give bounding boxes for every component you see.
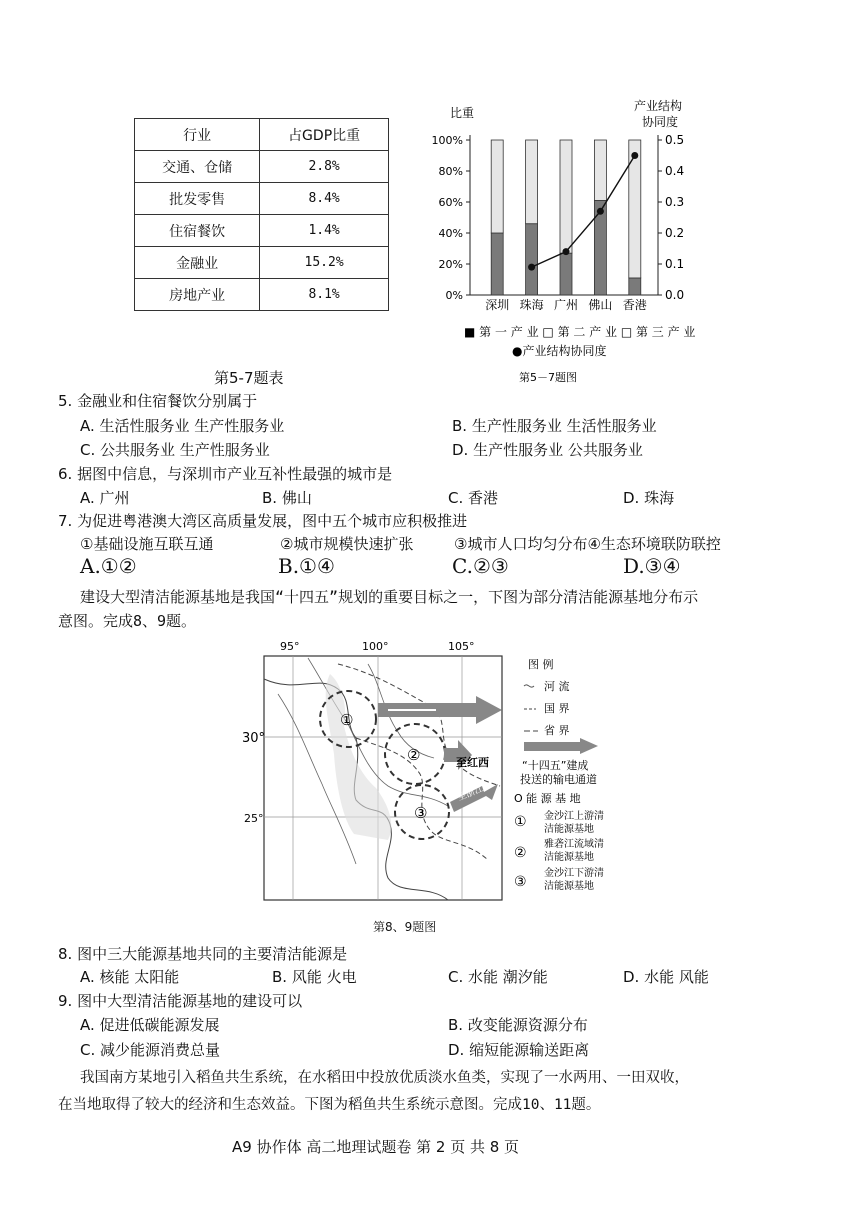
y-right-label-1: 产业结构 [634, 99, 683, 113]
category-label: 广州 [553, 298, 579, 312]
map-borders [264, 664, 500, 900]
map-legend [514, 657, 604, 892]
q7-item-2: ②城市规模快速扩张 [280, 535, 414, 553]
y-left-tick-label: 20% [438, 258, 463, 271]
q5-option-c: C. 公共服务业 生产性服务业 [80, 441, 270, 459]
lon-label-100: 100° [362, 640, 389, 653]
q6-option-c: C. 香港 [448, 489, 499, 507]
bar-secondary-industry [491, 233, 503, 295]
industry-structure-chart [430, 95, 730, 385]
y-left-tick-label: 60% [438, 196, 463, 209]
y-right-tick-label: 0.2 [665, 226, 685, 240]
bar-tertiary-industry [526, 140, 538, 224]
q5-option-b: B. 生产性服务业 生活性服务业 [452, 417, 657, 435]
base-label-1: ① [340, 711, 354, 729]
q6-option-d: D. 珠海 [623, 489, 675, 507]
table-caption: 第5-7题表 [214, 369, 284, 387]
intro-10-11-line-1: 我国南方某地引入稻鱼共生系统，在水稻田中投放优质淡水鱼类，实现了一水两用、一田双收， [80, 1070, 689, 1086]
bar-secondary-industry [629, 278, 641, 295]
legend-border: 国 界 [544, 702, 570, 715]
q9-option-b: B. 改变能源资源分布 [448, 1016, 588, 1034]
table-row [135, 215, 389, 247]
bar-tertiary-industry [594, 140, 606, 200]
industry-cell: 房地产业 [135, 279, 260, 311]
coordination-point [631, 152, 638, 159]
arrow-label-hongxi: 至红西 [456, 756, 489, 769]
coordination-line [532, 156, 635, 268]
gdp-share-table [134, 118, 389, 311]
base-label-3: ③ [414, 804, 428, 822]
q7-option-d: D.③④ [623, 554, 681, 578]
intro-8-9-line-1: 建设大型清洁能源基地是我国“十四五”规划的重要目标之一，下图为部分清洁能源基地分布示 [80, 588, 699, 606]
category-label: 佛山 [588, 298, 613, 312]
q9-option-a: A. 促进低碳能源发展 [80, 1016, 220, 1034]
legend-b1-num: ① [514, 814, 527, 830]
legend-b2-num: ② [514, 845, 527, 861]
y-right-tick-label: 0.0 [665, 288, 685, 302]
category-label: 珠海 [519, 298, 544, 312]
lat-label-30: 30° [242, 731, 266, 746]
category-label: 深圳 [485, 298, 510, 312]
page-footer: A9 协作体 高二地理试题卷 第 2 页 共 8 页 [232, 1138, 520, 1156]
chart-caption: 第5－7题图 [519, 371, 577, 384]
map-caption: 第8、9题图 [373, 920, 437, 934]
y-left-tick-label: 80% [438, 165, 463, 178]
intro-10-11-line-2: 在当地取得了较大的经济和生态效益。下图为稻鱼共生系统示意图。完成10、11题。 [58, 1097, 601, 1113]
table-row [135, 279, 389, 311]
share-cell: 2.8% [260, 151, 389, 183]
table-row [135, 151, 389, 183]
legend-river: 河 流 [544, 680, 570, 693]
industry-cell: 交通、仓储 [135, 151, 260, 183]
bar-tertiary-industry [491, 140, 503, 233]
share-cell: 1.4% [260, 215, 389, 247]
q8-option-b: B. 风能 火电 [272, 968, 357, 986]
q7-stem: 7. 为促进粤港澳大湾区高质量发展，图中五个城市应积极推进 [58, 512, 468, 530]
q7-item-1: ①基础设施互联互通 [80, 535, 214, 553]
y-left-tick-label: 40% [438, 227, 463, 240]
y-right-tick-label: 0.4 [665, 164, 685, 178]
legend-channel-1: “十四五”建成 [522, 759, 589, 772]
coordination-point [563, 248, 570, 255]
y-right-tick-label: 0.1 [665, 257, 685, 271]
q5-stem: 5. 金融业和住宿餐饮分别属于 [58, 392, 258, 410]
legend-channel-2: 投送的输电通道 [520, 773, 597, 786]
q6-stem: 6. 据图中信息，与深圳市产业互补性最强的城市是 [58, 465, 393, 483]
transmission-arrow-2 [444, 740, 489, 770]
bar-tertiary-industry [560, 140, 572, 253]
q8-stem: 8. 图中三大能源基地共同的主要清洁能源是 [58, 945, 348, 963]
industry-cell: 金融业 [135, 247, 260, 279]
industry-cell: 批发零售 [135, 183, 260, 215]
q6-option-b: B. 佛山 [262, 489, 312, 507]
coordination-point [597, 208, 604, 215]
chart-legend-2: ●产业结构协同度 [512, 344, 607, 358]
y-right-label-2: 协同度 [642, 115, 679, 129]
bar-tertiary-industry [629, 140, 641, 278]
energy-base-2 [385, 724, 445, 784]
y-right-tick-label: 0.5 [665, 133, 685, 147]
share-cell: 15.2% [260, 247, 389, 279]
lon-label-105: 105° [448, 640, 475, 653]
y-left-tick-label: 100% [431, 134, 463, 147]
table-row [135, 247, 389, 279]
q7-option-b: B.①④ [278, 554, 335, 578]
chart-legend-1: ■ 第 一 产 业 □ 第 二 产 业 □ 第 三 产 业 [464, 325, 696, 339]
q5-option-a: A. 生活性服务业 生产性服务业 [80, 417, 285, 435]
energy-base-3 [395, 785, 449, 839]
legend-base: O 能 源 基 地 [514, 792, 581, 805]
clean-energy-map [238, 634, 628, 904]
legend-b3-num: ③ [514, 874, 527, 890]
legend-b1-line1: 金沙江上游清 [544, 811, 604, 822]
map-graticule [264, 656, 502, 900]
q9-stem: 9. 图中大型清洁能源基地的建设可以 [58, 992, 303, 1010]
share-cell: 8.4% [260, 183, 389, 215]
coordination-point [528, 264, 535, 271]
legend-province: 省 界 [544, 724, 570, 737]
table-header-industry: 行业 [135, 119, 260, 151]
q8-option-d: D. 水能 风能 [623, 968, 709, 986]
legend-b3-line2: 洁能源基地 [544, 881, 594, 892]
q7-item-3-4: ③城市人口均匀分布④生态环境联防联控 [454, 535, 721, 553]
table-row [135, 183, 389, 215]
legend-b3-line1: 金沙江下游清 [544, 868, 604, 879]
table-header-share: 占GDP比重 [260, 119, 389, 151]
base-label-2: ② [407, 746, 421, 764]
category-label: 香港 [622, 298, 647, 312]
legend-b2-line2: 洁能源基地 [544, 852, 594, 863]
legend-title: 图 例 [528, 658, 554, 671]
arrow-label-zhejiang: 至浙江 [456, 783, 486, 804]
y-right-tick-label: 0.3 [665, 195, 685, 209]
q7-option-c: C.②③ [452, 554, 509, 578]
lon-label-95: 95° [280, 640, 300, 653]
q6-option-a: A. 广州 [80, 489, 130, 507]
q9-option-c: C. 减少能源消费总量 [80, 1041, 221, 1059]
y-left-tick-label: 0% [445, 289, 463, 302]
transmission-arrow-3 [450, 782, 498, 812]
q8-option-a: A. 核能 太阳能 [80, 968, 180, 986]
y-left-label: 比重 [450, 106, 475, 120]
bar-secondary-industry [560, 253, 572, 295]
q5-option-d: D. 生产性服务业 公共服务业 [452, 441, 643, 459]
lat-label-25: 25° [244, 812, 264, 825]
legend-b2-line1: 雅砻江流域清 [544, 839, 604, 850]
q8-option-c: C. 水能 潮汐能 [448, 968, 548, 986]
intro-8-9-line-2: 意图。完成8、9题。 [58, 612, 197, 630]
map-frame [264, 656, 502, 900]
transmission-arrow-1 [378, 696, 502, 724]
q9-option-d: D. 缩短能源输送距离 [448, 1041, 590, 1059]
industry-cell: 住宿餐饮 [135, 215, 260, 247]
q7-option-a: A.①② [80, 554, 137, 578]
bar-secondary-industry [526, 224, 538, 295]
share-cell: 8.1% [260, 279, 389, 311]
legend-b1-line2: 洁能源基地 [544, 824, 594, 835]
